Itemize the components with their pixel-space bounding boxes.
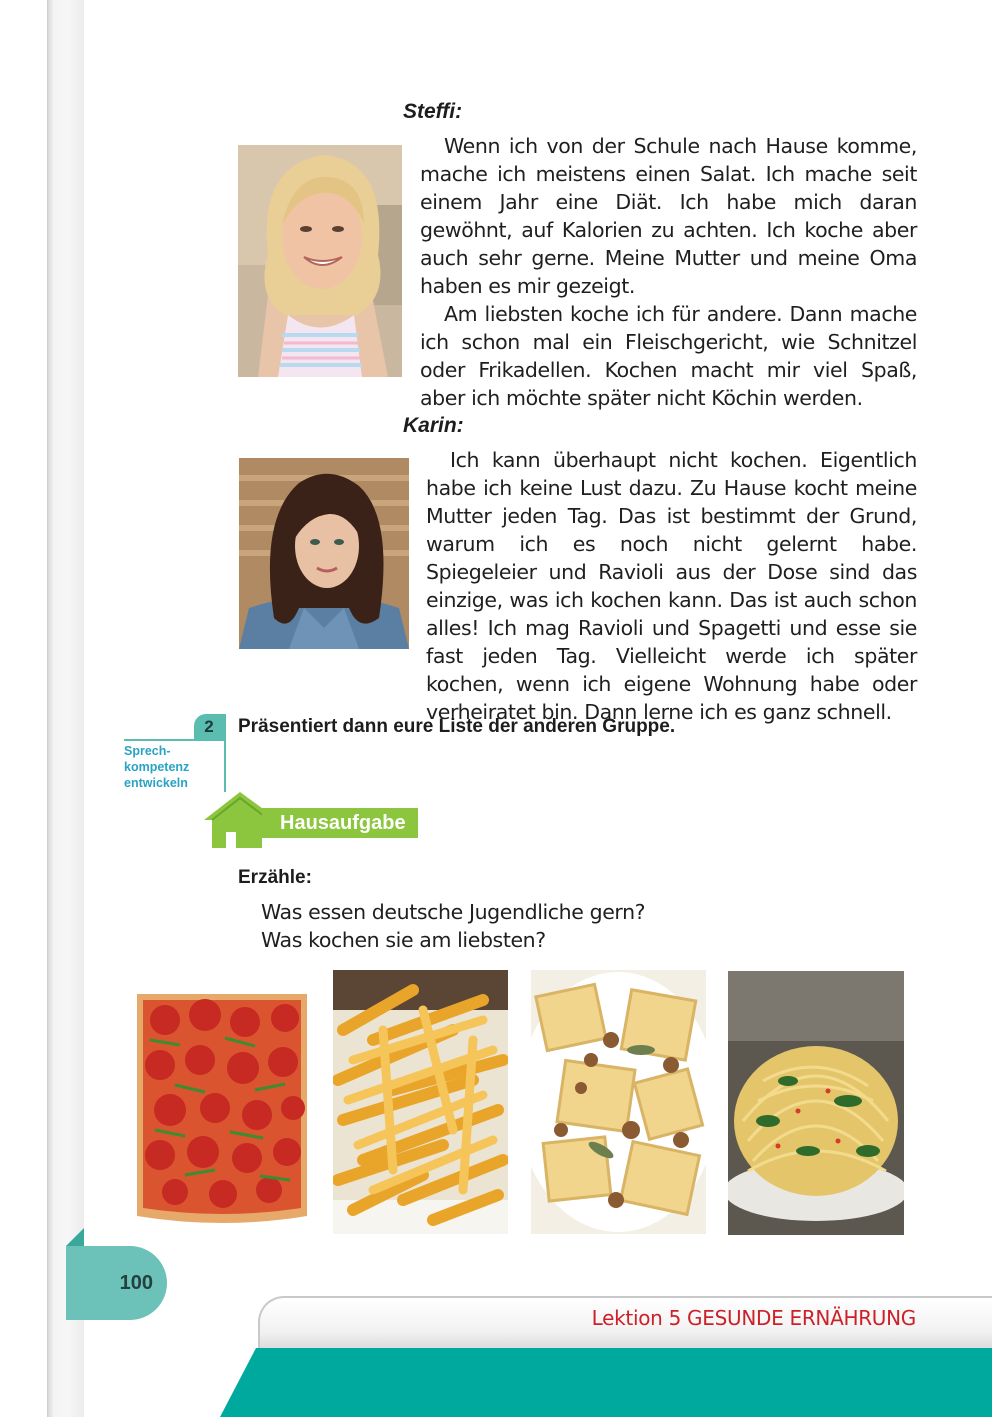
homework-heading: Hausaufgabe	[262, 808, 418, 838]
steffi-text	[420, 132, 917, 412]
karin-photo	[239, 458, 409, 649]
skill-label-line: Sprech-	[124, 744, 171, 758]
steffi-name: Steffi:	[403, 100, 463, 123]
task-number-badge: 2	[194, 714, 224, 740]
karin-paragraph-1: Ich kann überhaupt nicht kochen. Eigentlich habe ich keine Lust dazu. Zu Hause kocht meine Mutter jeden Tag. Das ist bestimmt der Grund, warum ich es noch nicht gelernt habe. Spiegeleier und Ravioli aus der Dose sind das einzige, was ich kochen kann. Das ist auch schon alles! Ich mag Ravioli und Spagetti und esse sie fast jeden Tag. Vielleicht werde ich später kochen, wenn ich eigene Wohnung habe oder verheiratet bin. Dann lerne ich es ganz schnell.	[426, 448, 917, 724]
page-number: 100	[66, 1246, 167, 1320]
skill-label-line: entwickeln	[124, 776, 188, 790]
page-tab-corner	[66, 1228, 84, 1246]
steffi-paragraph-1: Wenn ich von der Schule nach Hause komme, mache ich meistens einen Salat. Ich mache seit einem Jahr eine Diät. Ich habe mich daran gewöhnt, auf Kalorien zu achten. Ich koche aber auch sehr gerne. Meine Mutter und meine Oma haben es mir gezeigt.	[420, 134, 917, 298]
karin-name: Karin:	[403, 414, 464, 437]
spaghetti-photo	[728, 971, 904, 1235]
task-divider-vertical	[224, 714, 226, 792]
homework-question: Was kochen sie am liebsten?	[261, 928, 546, 952]
page-spine	[48, 0, 84, 1417]
task-instruction: Präsentiert dann eure Liste der anderen Gruppe.	[238, 716, 676, 737]
steffi-paragraph-2: Am liebsten koche ich für andere. Dann mache ich schon mal ein Fleischgericht, wie Schnitzel oder Frikadellen. Kochen macht mir viel Spaß, aber ich möchte später nicht Köchin werden.	[420, 302, 917, 410]
pizza-photo	[135, 980, 310, 1228]
homework-prompt: Erzähle:	[238, 867, 312, 888]
homework-question: Was essen deutsche Jugendliche gern?	[261, 900, 646, 924]
skill-label	[124, 743, 189, 791]
lesson-title: Lektion 5 GESUNDE ERNÄHRUNG	[591, 1306, 916, 1330]
steffi-photo	[238, 145, 402, 377]
skill-label-line: kompetenz	[124, 760, 190, 774]
karin-text	[426, 446, 917, 726]
ravioli-photo	[531, 970, 706, 1234]
french-fries-photo	[333, 970, 508, 1234]
footer-teal-band	[0, 1348, 992, 1417]
